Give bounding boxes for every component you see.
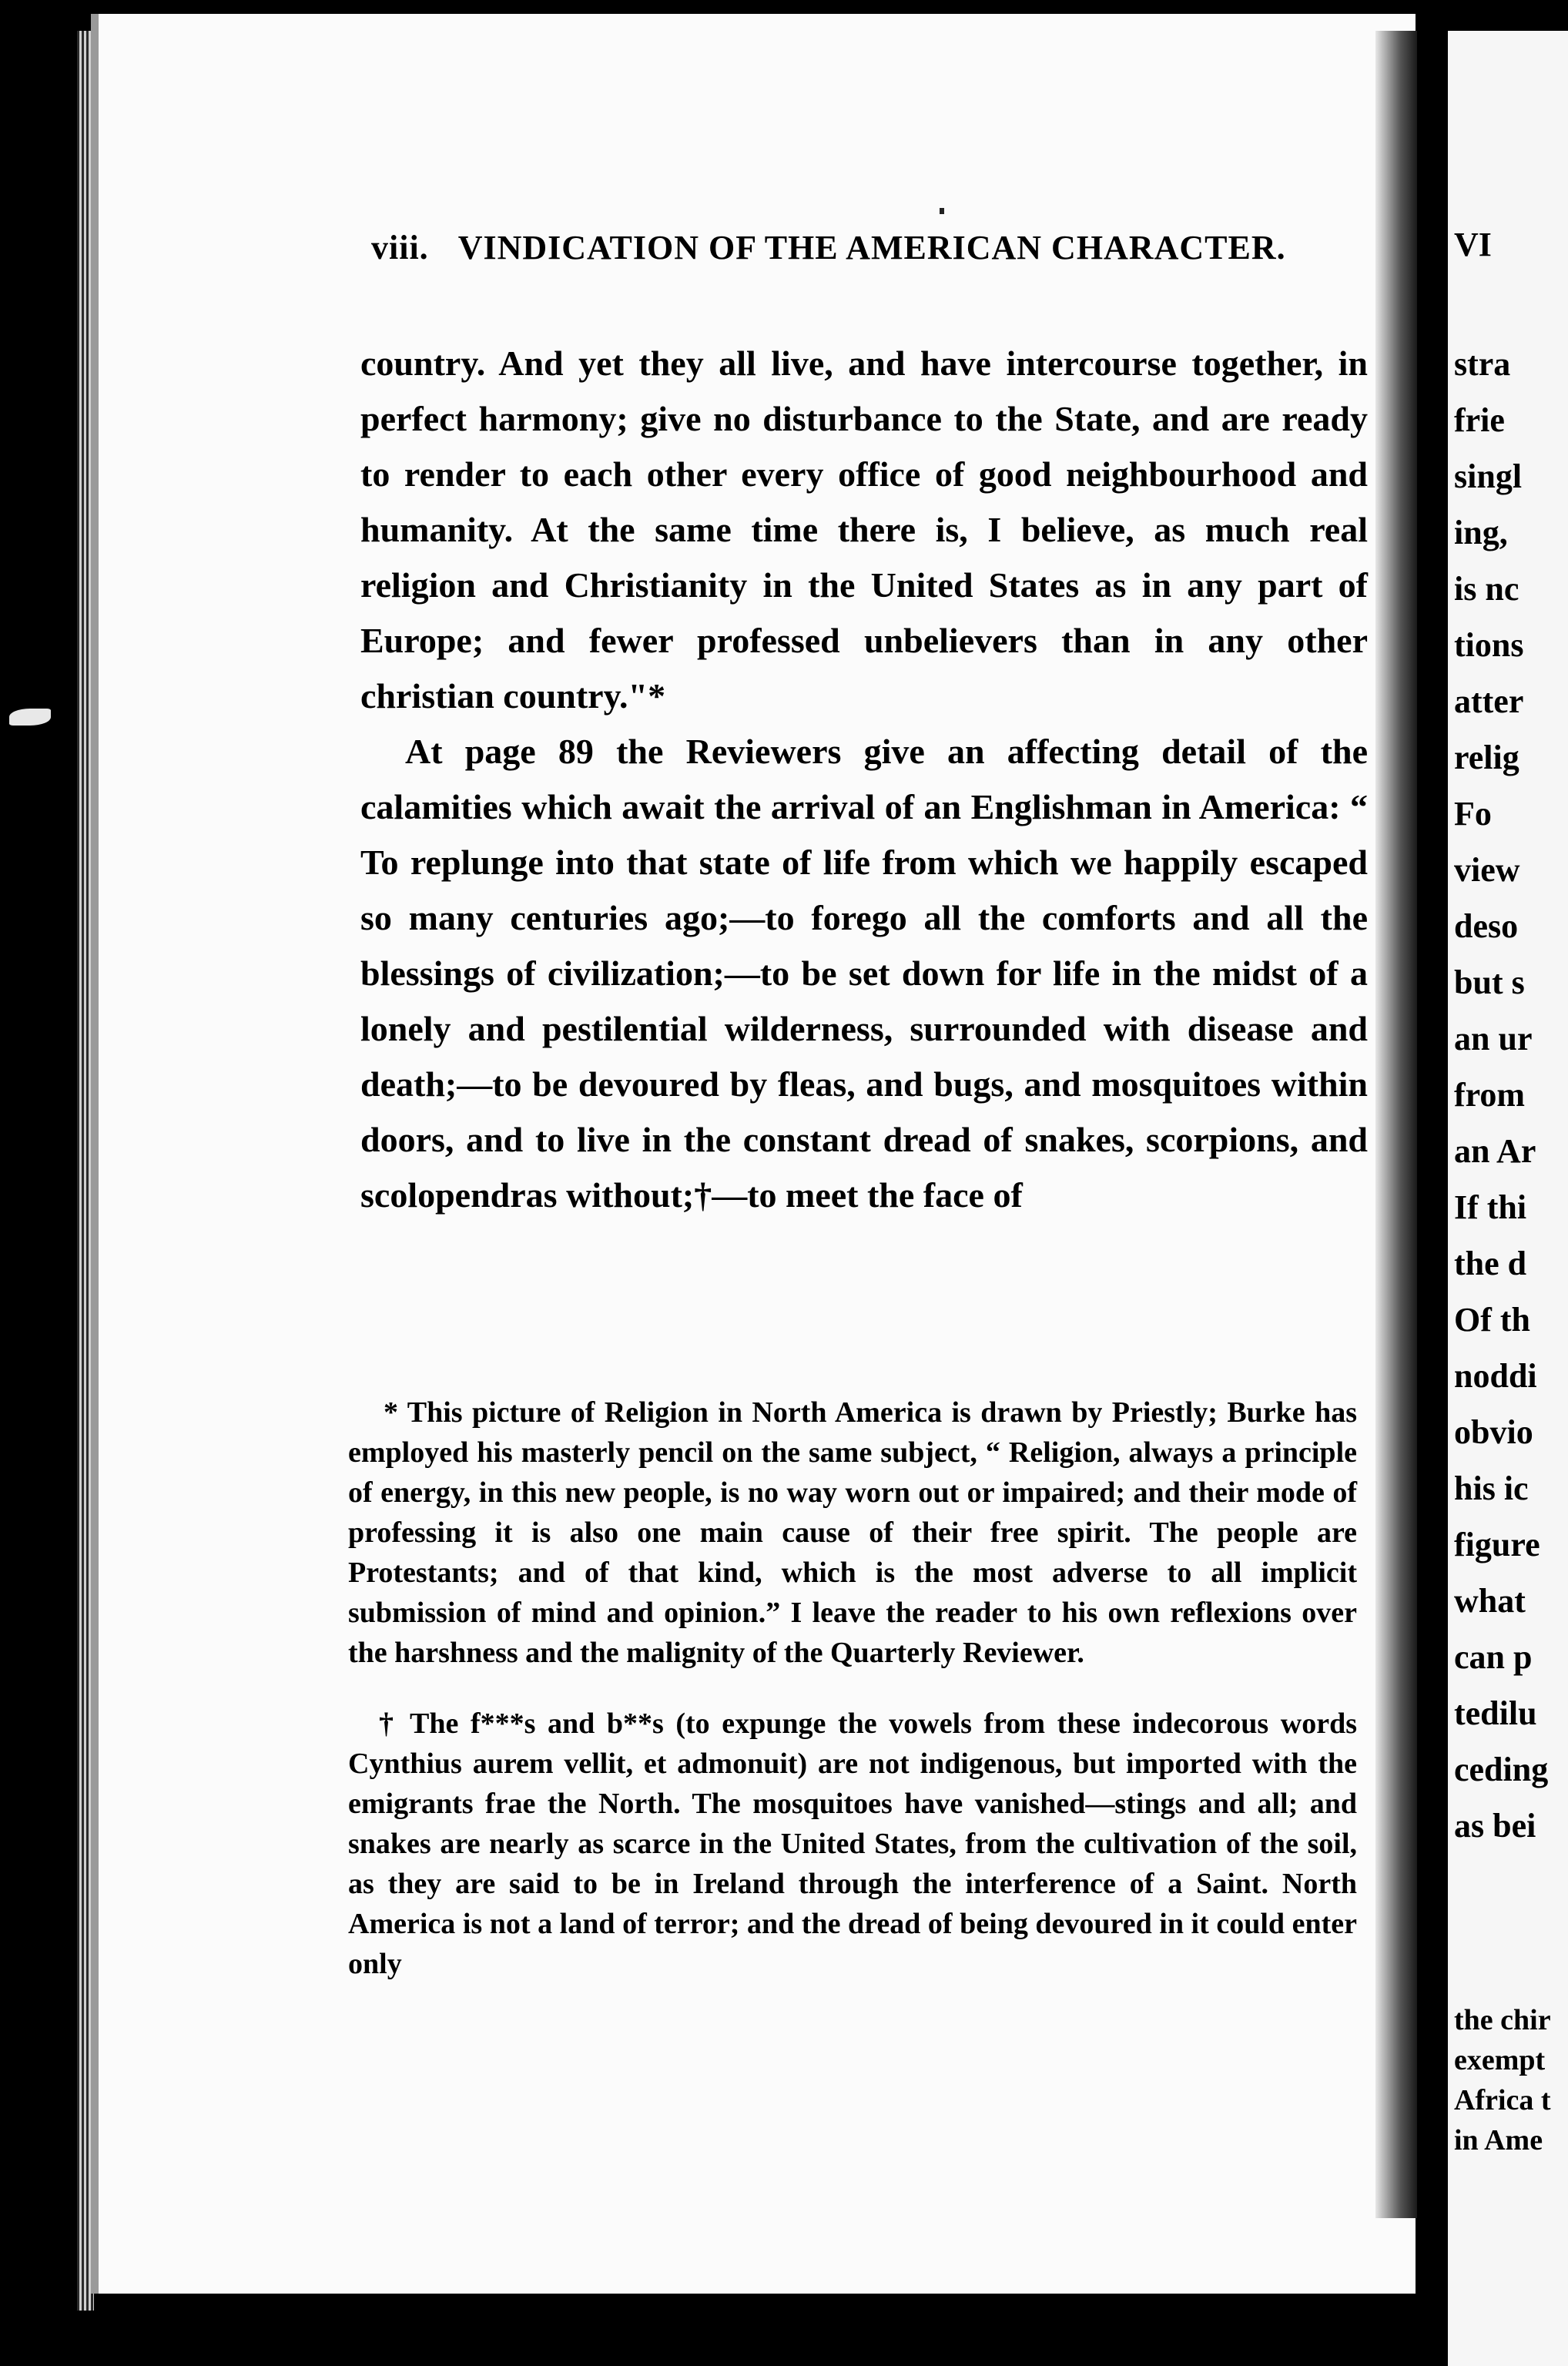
facing-footnote-line: the chir — [1454, 2004, 1551, 2036]
facing-line: obvio — [1454, 1413, 1533, 1451]
book-gutter — [1375, 31, 1417, 2218]
facing-line: Of th — [1454, 1301, 1530, 1339]
facing-running-head: VI — [1454, 228, 1492, 263]
facing-line: from — [1454, 1076, 1526, 1114]
facing-line: can p — [1454, 1638, 1533, 1676]
facing-footnote-lines — [1454, 2000, 1568, 2160]
facing-line: what — [1454, 1582, 1526, 1620]
running-head-title: VINDICATION OF THE AMERICAN CHARACTER. — [457, 229, 1286, 266]
facing-line: ing, — [1454, 514, 1508, 551]
facing-footnote-line: exempt — [1454, 2044, 1546, 2076]
facing-page-text — [1454, 228, 1568, 2160]
facing-line: figure — [1454, 1526, 1540, 1563]
body-text — [360, 336, 1368, 1223]
facing-line: frie — [1454, 401, 1505, 439]
facing-line: is nc — [1454, 570, 1519, 608]
facing-line: but s — [1454, 963, 1525, 1001]
printer-mark — [940, 208, 944, 214]
footnote: † The f***s and b**s (to expunge the vowels from these indecorous words Cynthius aurem vellit, et admonuit) are not indigenous, but imported with the emigrants frae the North. The mosquitoes have vanished—stings and all; and snakes are nearly as scarce in the United States, from the cultivation of the soil, as they are said to be in Ireland through the interference of a Saint. North America is not a land of terror; and the dread of being devoured in it could enter only — [348, 1707, 1357, 1980]
facing-line: as bei — [1454, 1807, 1536, 1845]
facing-line: singl — [1454, 457, 1523, 495]
facing-footnote-line: Africa t — [1454, 2084, 1551, 2116]
facing-line: tedilu — [1454, 1694, 1537, 1732]
facing-line: atter — [1454, 682, 1524, 720]
facing-line: view — [1454, 851, 1520, 889]
page-number: viii. — [371, 229, 429, 266]
facing-line: stra — [1454, 345, 1511, 383]
body-paragraph: country. And yet they all live, and have intercourse together, in perfect harmony; give no disturbance to the State, and are ready to render to each other every office of good neighbourhood and humanity. At the same time there is, I believe, as much real religion and Christianity in the United States as in any part of Europe; and fewer professed unbelievers than in any other christian country."* — [360, 344, 1368, 715]
facing-line: deso — [1454, 907, 1519, 945]
facing-line: If thi — [1454, 1188, 1527, 1226]
facing-line: tions — [1454, 626, 1524, 664]
facing-footnote-line: in Ame — [1454, 2124, 1543, 2157]
facing-line: ceding — [1454, 1751, 1549, 1788]
facing-line: noddi — [1454, 1357, 1537, 1395]
facing-line: an ur — [1454, 1020, 1533, 1057]
footnotes — [348, 1392, 1357, 1984]
facing-line: relig — [1454, 739, 1519, 776]
running-head — [371, 228, 1357, 267]
facing-line: the d — [1454, 1245, 1527, 1282]
body-paragraph: At page 89 the Reviewers give an affecting detail of the calamities which await the arrival of an Englishman in America: “ To replunge into that state of life from which we happily escaped so many centuries ago;—to forego all the comforts and all the blessings of civilization;—to be set down for life in the midst of a lonely and pestilential wilderness, surrounded with disease and death;—to be devoured by fleas, and bugs, and mosquitoes within doors, and to live in the constant dread of snakes, scorpions, and scolopendras without;†—to meet the face of — [360, 732, 1368, 1215]
footnote: * This picture of Religion in North America is drawn by Priestly; Burke has employed his masterly pencil on the same subject, “ Religion, always a principle of energy, in this new people, is no way worn out or impaired; and their mode of professing it is also one main cause of their free spirit. The people are Protestants; and of that kind, which is the most adverse to all implicit submission of mind and opinion.” I leave the reader to his own reflexions over the harshness and the malignity of the Quarterly Reviewer. — [348, 1396, 1357, 1669]
margin-smudge — [9, 709, 51, 726]
facing-line: Fo — [1454, 795, 1492, 833]
facing-line: an Ar — [1454, 1132, 1536, 1170]
facing-lines — [1454, 336, 1568, 1854]
facing-line: his ic — [1454, 1470, 1529, 1507]
